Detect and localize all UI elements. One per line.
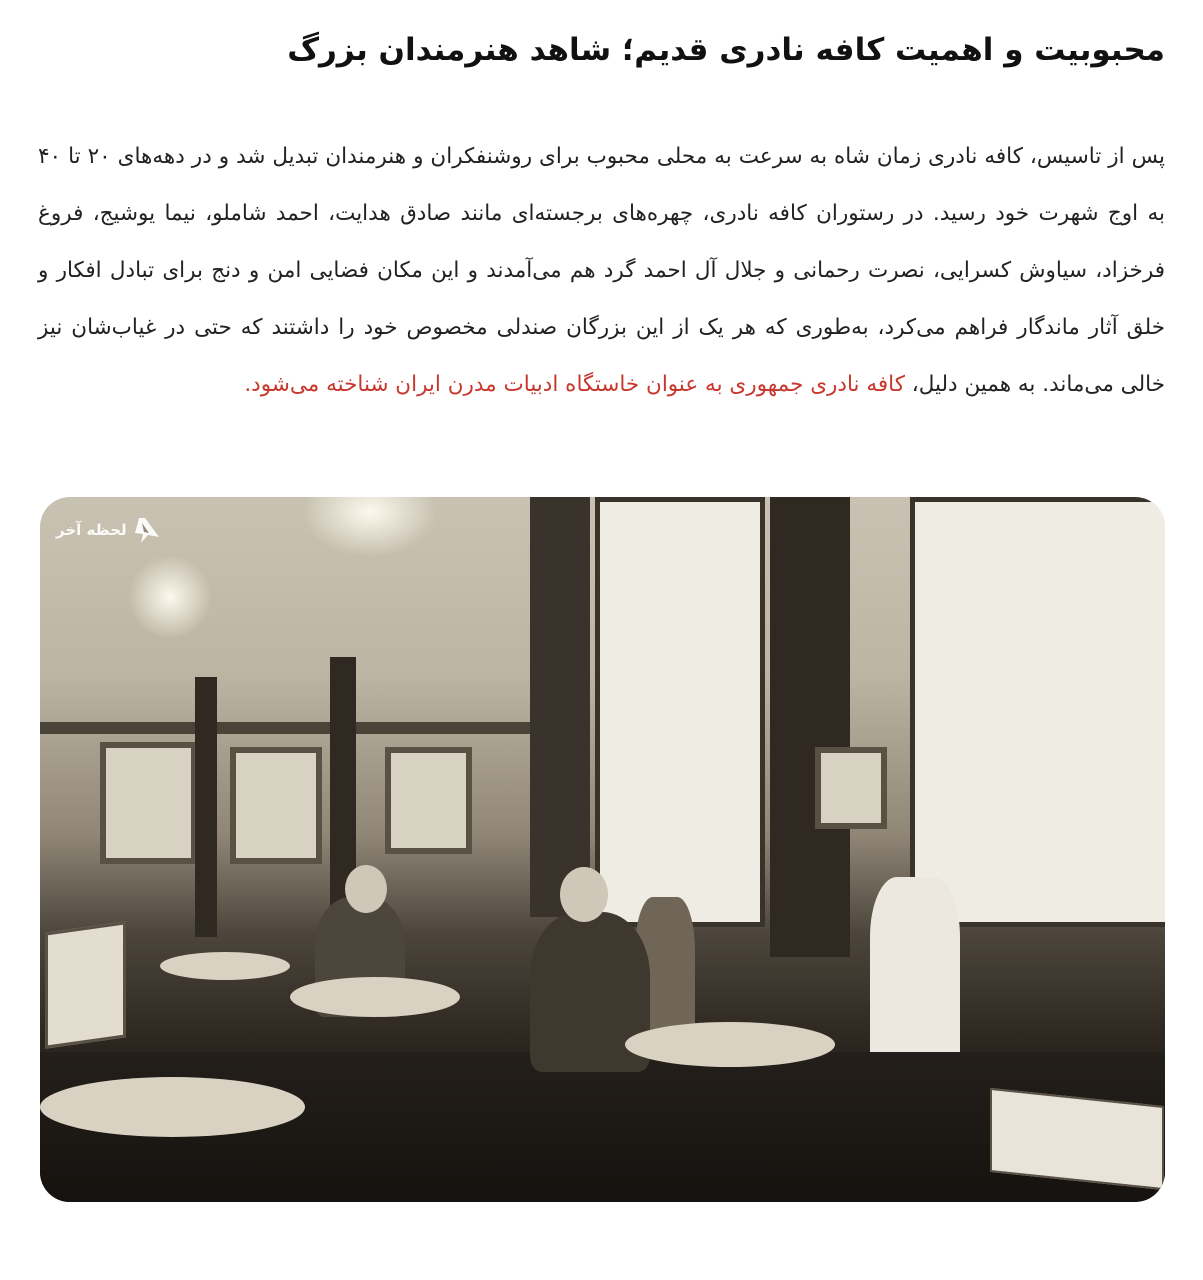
article-title: محبوبیت و اهمیت کافه نادری قدیم؛ شاهد هنرمندان بزرگ — [287, 32, 1165, 68]
seated-man-head — [560, 867, 608, 922]
hanging-coat — [870, 877, 960, 1077]
window — [595, 497, 765, 927]
paragraph-text: پس از تاسیس، کافه نادری زمان شاه به سرعت به محلی محبوب برای روشنفکران و هنرمندان تبدیل شد و در دهه‌های ۲۰ تا ۴۰ به اوج شهرت خود رسید. در رستوران کافه نادری، چهره‌های برجسته‌ای مانند صادق هدایت، احمد شاملو، نیما یوشیج، فروغ فرخزاد، سیاوش کسرایی، نصرت رحمانی و جلال آل احمد گرد هم می‌آمدند و این مکان فضایی امن و دنج برای تبادل افکار و خلق آثار ماندگار فراهم می‌کرد، به‌طوری که هر یک از این بزرگان صندلی مخصوص خود را داشتند که حتی در غیاب‌شان نیز خالی می‌ماند. به همین دلیل، — [38, 144, 1165, 397]
bird-logo-icon — [131, 515, 163, 545]
cafe-table — [290, 977, 460, 1017]
pillar — [770, 497, 850, 957]
wall-picture-frame — [100, 742, 197, 864]
newspaper — [45, 921, 126, 1048]
seated-man-head — [345, 865, 387, 913]
cafe-table — [40, 1077, 305, 1137]
window — [910, 497, 1165, 927]
wall-picture-frame — [230, 747, 322, 864]
cafe-table — [625, 1022, 835, 1067]
cafe-naderi-photo — [40, 497, 1165, 1202]
highlighted-link-text[interactable]: کافه نادری جمهوری به عنوان خاستگاه ادبیات مدرن ایران شناخته می‌شود. — [244, 372, 905, 397]
watermark-text: لحظه آخر — [56, 521, 127, 539]
wall-picture-frame — [815, 747, 887, 829]
watermark-logo — [56, 515, 163, 545]
pillar — [530, 497, 590, 917]
cafe-table — [160, 952, 290, 980]
wall-trim — [40, 722, 580, 734]
pillar — [195, 677, 217, 937]
article-paragraph — [38, 128, 1165, 413]
wall-picture-frame — [385, 747, 472, 854]
